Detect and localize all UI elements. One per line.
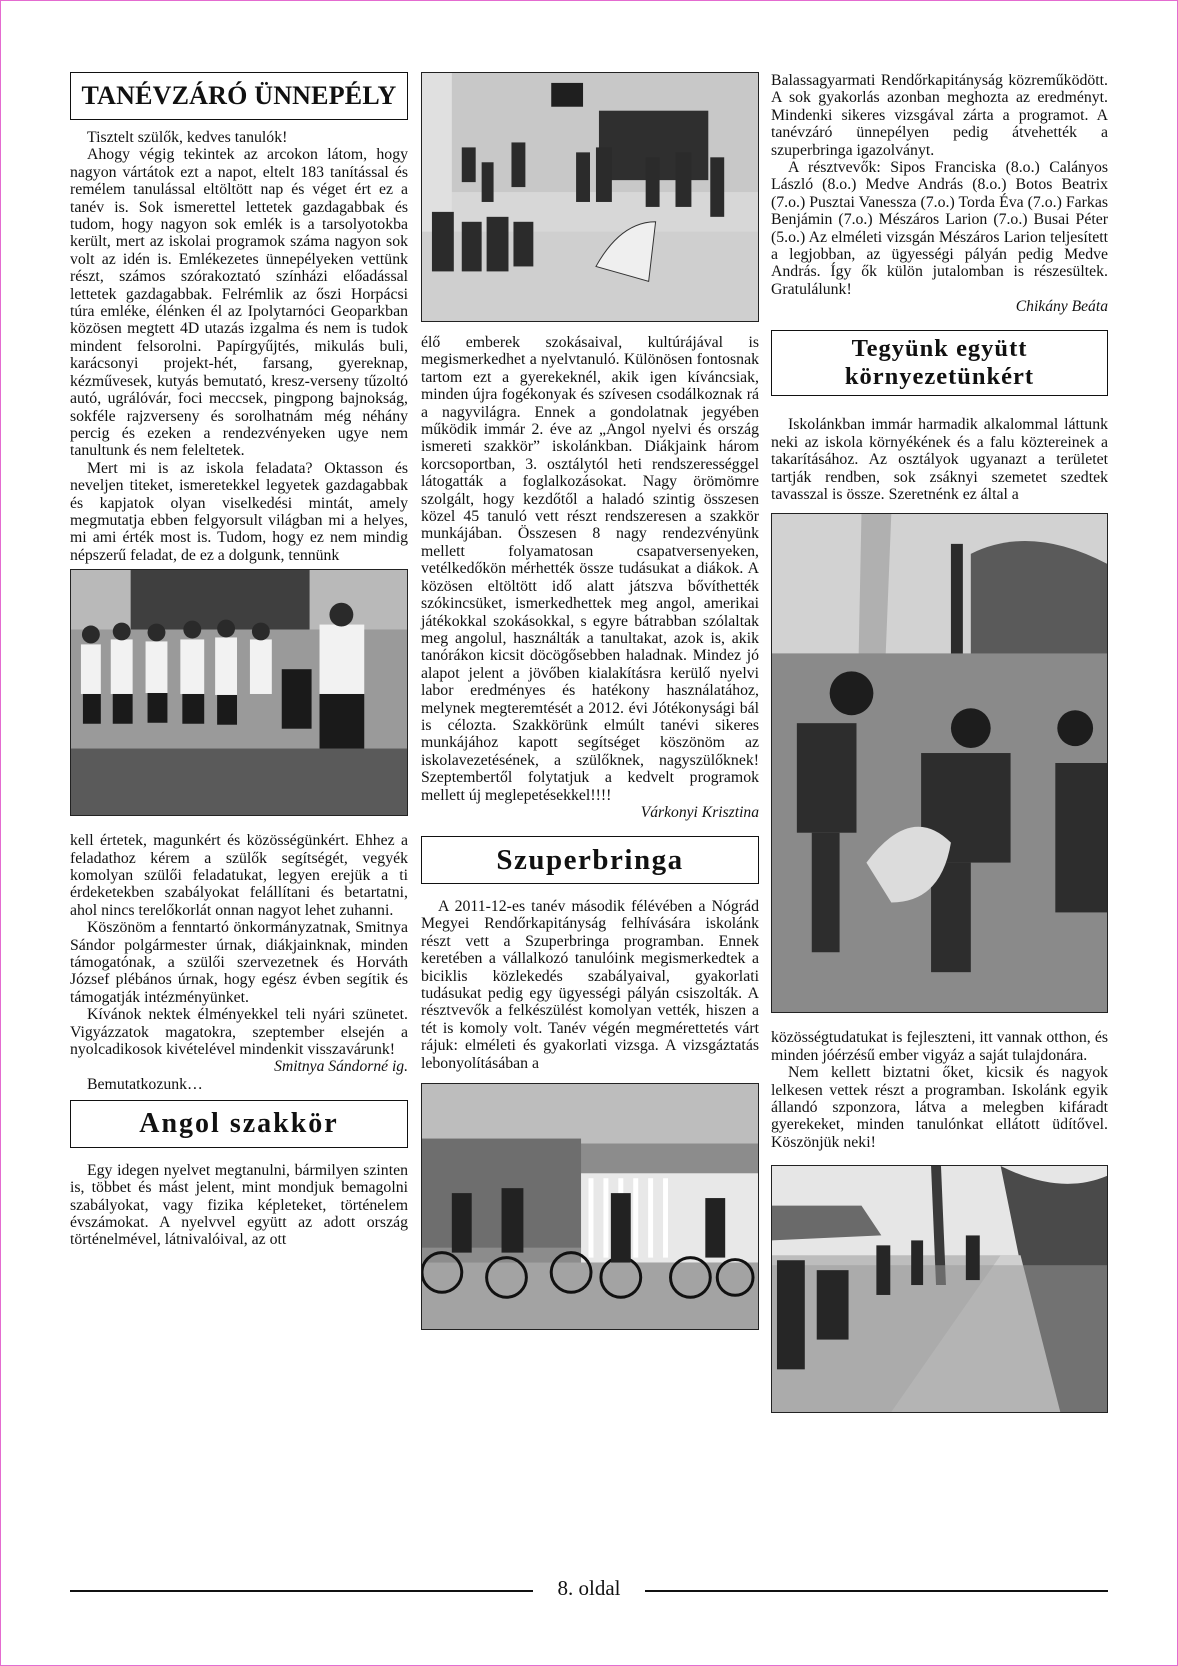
angol-signature: Várkonyi Krisztina	[640, 803, 759, 821]
angol-paragraph-1: Egy idegen nyelvet megtanulni, bármilyen szinten is, többet és mást jelent, mint mondjuk bemagolni szabályokat, vagy fizika képleteket, történelem évszámokat. A nyelvvel együtt az adott ország történelmével, látnivalóival, az ott	[70, 1161, 408, 1249]
environment-paragraph-1-cont: közösségtudatukat is fejleszteni, itt vannak otthon, és minden jóérzésű ember vigyáz a saját tulajdonára.	[771, 1029, 1108, 1064]
ceremony-photo	[70, 569, 408, 816]
environment-paragraph-2: Nem kellett biztatni őket, kicsik és nagyok lelkesen vettek részt a programban. Iskolánk egyik állandó szponzora, látva a melegben kifáradt gyerekeket, minden tanulónkat ellátott üdítővel. Köszönjük neki!	[771, 1064, 1108, 1151]
angol-paragraph-cont: élő emberek szokásaival, kultúrájával is megismerkedhet a nyelvtanuló. Különösen fontosnak tartom ezt a gyerekeknél, akik igen kíváncsiak, minden újra fogékonyak és szívesen csodálkoznak rá a nagyvilágra. Ennek a gondolatnak jegyében működik immár 2. éve az „Angol nyelvi és ország ismereti szakkör” iskolánkban. Diákjaink három korcsoportban, 3. osztálytól heti rendszerességgel látogatták a foglalkozásokat. Nagy örömömre szolgált, hogy kezdőtől a haladó szintig összesen közel 45 tanuló vett részt rendszeresen a szakkör munkájában. Összesen 8 nagy rendezvényünk mellett folyamatosan csapatversenyeken, vetélkedőkön mérhették össze tudásukat a diákok. A közösen eltöltött idő alatt játszva bővíthették szókincsüket, ismerkedhettek meg angol, amerikai játékokkal szokásokkal, s egyre bátrabban szólaltak meg angolul, használták a tanultakat, azok is, akik tanórákon kicsit döcögősebben haladnak. Mindez jó alapot jelent a jövőben kialakításra kerülő nyelvi labor eredményes és hatékony használatához, melynek megteremtését a 2012. évi Jótékonysági bál is célozta. Szakkörünk elmúlt tanévi sikeres munkájához kapott segítséget köszönöm az iskolavezetésének, a szülőknek, nagyszülőknek! Szeptembertől folytatjuk a kedvelt programok mellett új meglepetésekkel!!!!	[421, 334, 759, 804]
angol-szakkor-headline: Angol szakkör	[70, 1100, 408, 1148]
tanevzaro-paragraph-3: Köszönöm a fenntartó önkormányzatnak, Smitnya Sándor polgármester úrnak, diákjainknak, minden támogatónak, a szülői szervezetnek és Horváth József plébános úrnak, hogy egész évben segítik és támogatják intézményünket.	[70, 919, 408, 1006]
tanevzaro-paragraph-1: Ahogy végig tekintek az arcokon látom, hogy nagyon vártátok ezt a napot, eltelt 183 tanítással és remélem tanulással eltöltött nap és véget ért ez a tanév is. Sok ismerettel lettetek gazdagabbak és tudom, hogy nagyon sok emlék is a tarsolyotokba került, mert az iskolai programok száma nagyon sok volt az idén is. Emlékezetes ünnepélyeken vettünk részt, számos szórakoztató színházi előadással lettetek gazdagabbak. Felrémlik az őszi Horpácsi túra emléke, élénken él az Ipolytarnóci Geoparkban közösen megtett 4D utazás izgalma és nem is tudok mindent felsorolni. Papírgyűjtés, mikulás buli, karácsonyi projekt-hét, farsang, gyereknap, kézművesek, kutyás bemutató, kresz-verseny tűzoltó autó, ugrálóvár, foci meccsek, pingpong bajnokság, sokféle rajzverseny és sorolhatnám még néhány percig és ezeken a rendezvényeken ugye nem tanultunk és nem feleltetek.	[70, 146, 408, 460]
classroom-photo	[421, 72, 759, 322]
column-1	[70, 72, 408, 1249]
environment-paragraph-1: Iskolánkban immár harmadik alkalommal láttunk neki az iskola környékének és a falu köztereinek a takarításához. Az osztályok ugyanazt a területet tartják rendben, sok zsáknyi szemetet szedtek tavasszal is össze. Szeretnénk ez által a	[771, 416, 1108, 503]
tanevzaro-signature: Smitnya Sándorné ig.	[274, 1058, 408, 1076]
tanevzaro-paragraph-4: Kívánok nektek élményekkel teli nyári szünetet. Vigyázzatok magatokra, szeptember elsején a nyolcadikosok kivételével mindenkit visszavárunk!	[70, 1006, 408, 1059]
tanevzaro-paragraph-2: Mert mi is az iskola feladata? Oktasson és neveljen titeket, ismeretekkel legyetek gazdagabbak és kapjatok olyan viselkedési mintát, amely megmutatja ebben felgyorsult világban mi a helyes, mi ami érték most is. Tudom, hogy ez nem mindig népszerű feladat, de ez a dolgunk, tennünk	[70, 459, 408, 564]
page-number: 8. oldal	[557, 1576, 621, 1600]
cleanup-photo	[771, 513, 1108, 1013]
szuperbringa-paragraph-1: A 2011-12-es tanév második félévében a Nógrád Megyei Rendőrkapitányság felhívására iskolánk részt vett a Szuperbringa programban. Ennek keretében a vállalkozó tanulóink megismerkedtek a biciklis közlekedés szabályaival, gyakorlati tudásukat pedig egy ügyességi pályán csiszolták. A résztvevők a felkészülést komolyan vették, hiszen a tét is komoly volt. Tanév végén megmérettetés várt rájuk: elméleti és gyakorlati vizsga. A vizsgáztatás lebonyolításában a	[421, 897, 759, 1072]
bicycles-photo	[421, 1083, 759, 1330]
environment-headline-line-1: Tegyünk együtt	[851, 335, 1028, 363]
introduce-label: Bemutatkozunk…	[87, 1076, 203, 1094]
street-photo	[771, 1165, 1108, 1413]
szuperbringa-participants: A résztvevők: Sipos Franciska (8.o.) Calányos László (8.o.) Medve András (8.o.) Botos Beatrix (7.o.) Pusztai Vanessza (7.o.) Torda Éva (7.o.) Farkas Benjámin (7.o.) Mészáros Larion (7.o.) Busai Péter (5.o.) Az elméleti vizsgán Mészáros Larion teljesített a legjobban, az ügyességi pályán pedig Medve András. Így ők külön jutalomban is részesültek. Gratulálunk!	[771, 159, 1108, 298]
szuperbringa-signature: Chikány Beáta	[1015, 298, 1108, 316]
footer-rule-left	[70, 1590, 533, 1592]
tanevzaro-headline: TANÉVZÁRÓ ÜNNEPÉLY	[70, 72, 408, 120]
environment-headline	[771, 330, 1108, 396]
column-3	[771, 72, 1108, 1413]
tanevzaro-paragraph-2-cont: kell értetek, magunkért és közösségünkért. Ehhez a feladathoz kérem a szülők segítségét, vegyék komolyan szülői feladatukat, legyen erejük a ti érdeketekben szabályokat felállítani és betartatni, ahol nincs terelőkorlát onnan nagyot lehet zuhanni.	[70, 832, 408, 919]
szuperbringa-paragraph-cont: Balassagyarmati Rendőrkapitányság közreműködött. A sok gyakorlás azonban meghozta az eredményt. Mindenki sikeres vizsgával zárta a programot. A tanévzáró ünnepélyen pedig átvehették a szuperbringa igazolványt.	[771, 72, 1108, 159]
szuperbringa-headline: Szuperbringa	[421, 836, 759, 884]
footer-rule-right	[645, 1590, 1108, 1592]
greeting: Tisztelt szülők, kedves tanulók!	[87, 129, 288, 146]
environment-headline-line-2: környezetünkért	[844, 363, 1035, 391]
column-2	[421, 72, 759, 1330]
